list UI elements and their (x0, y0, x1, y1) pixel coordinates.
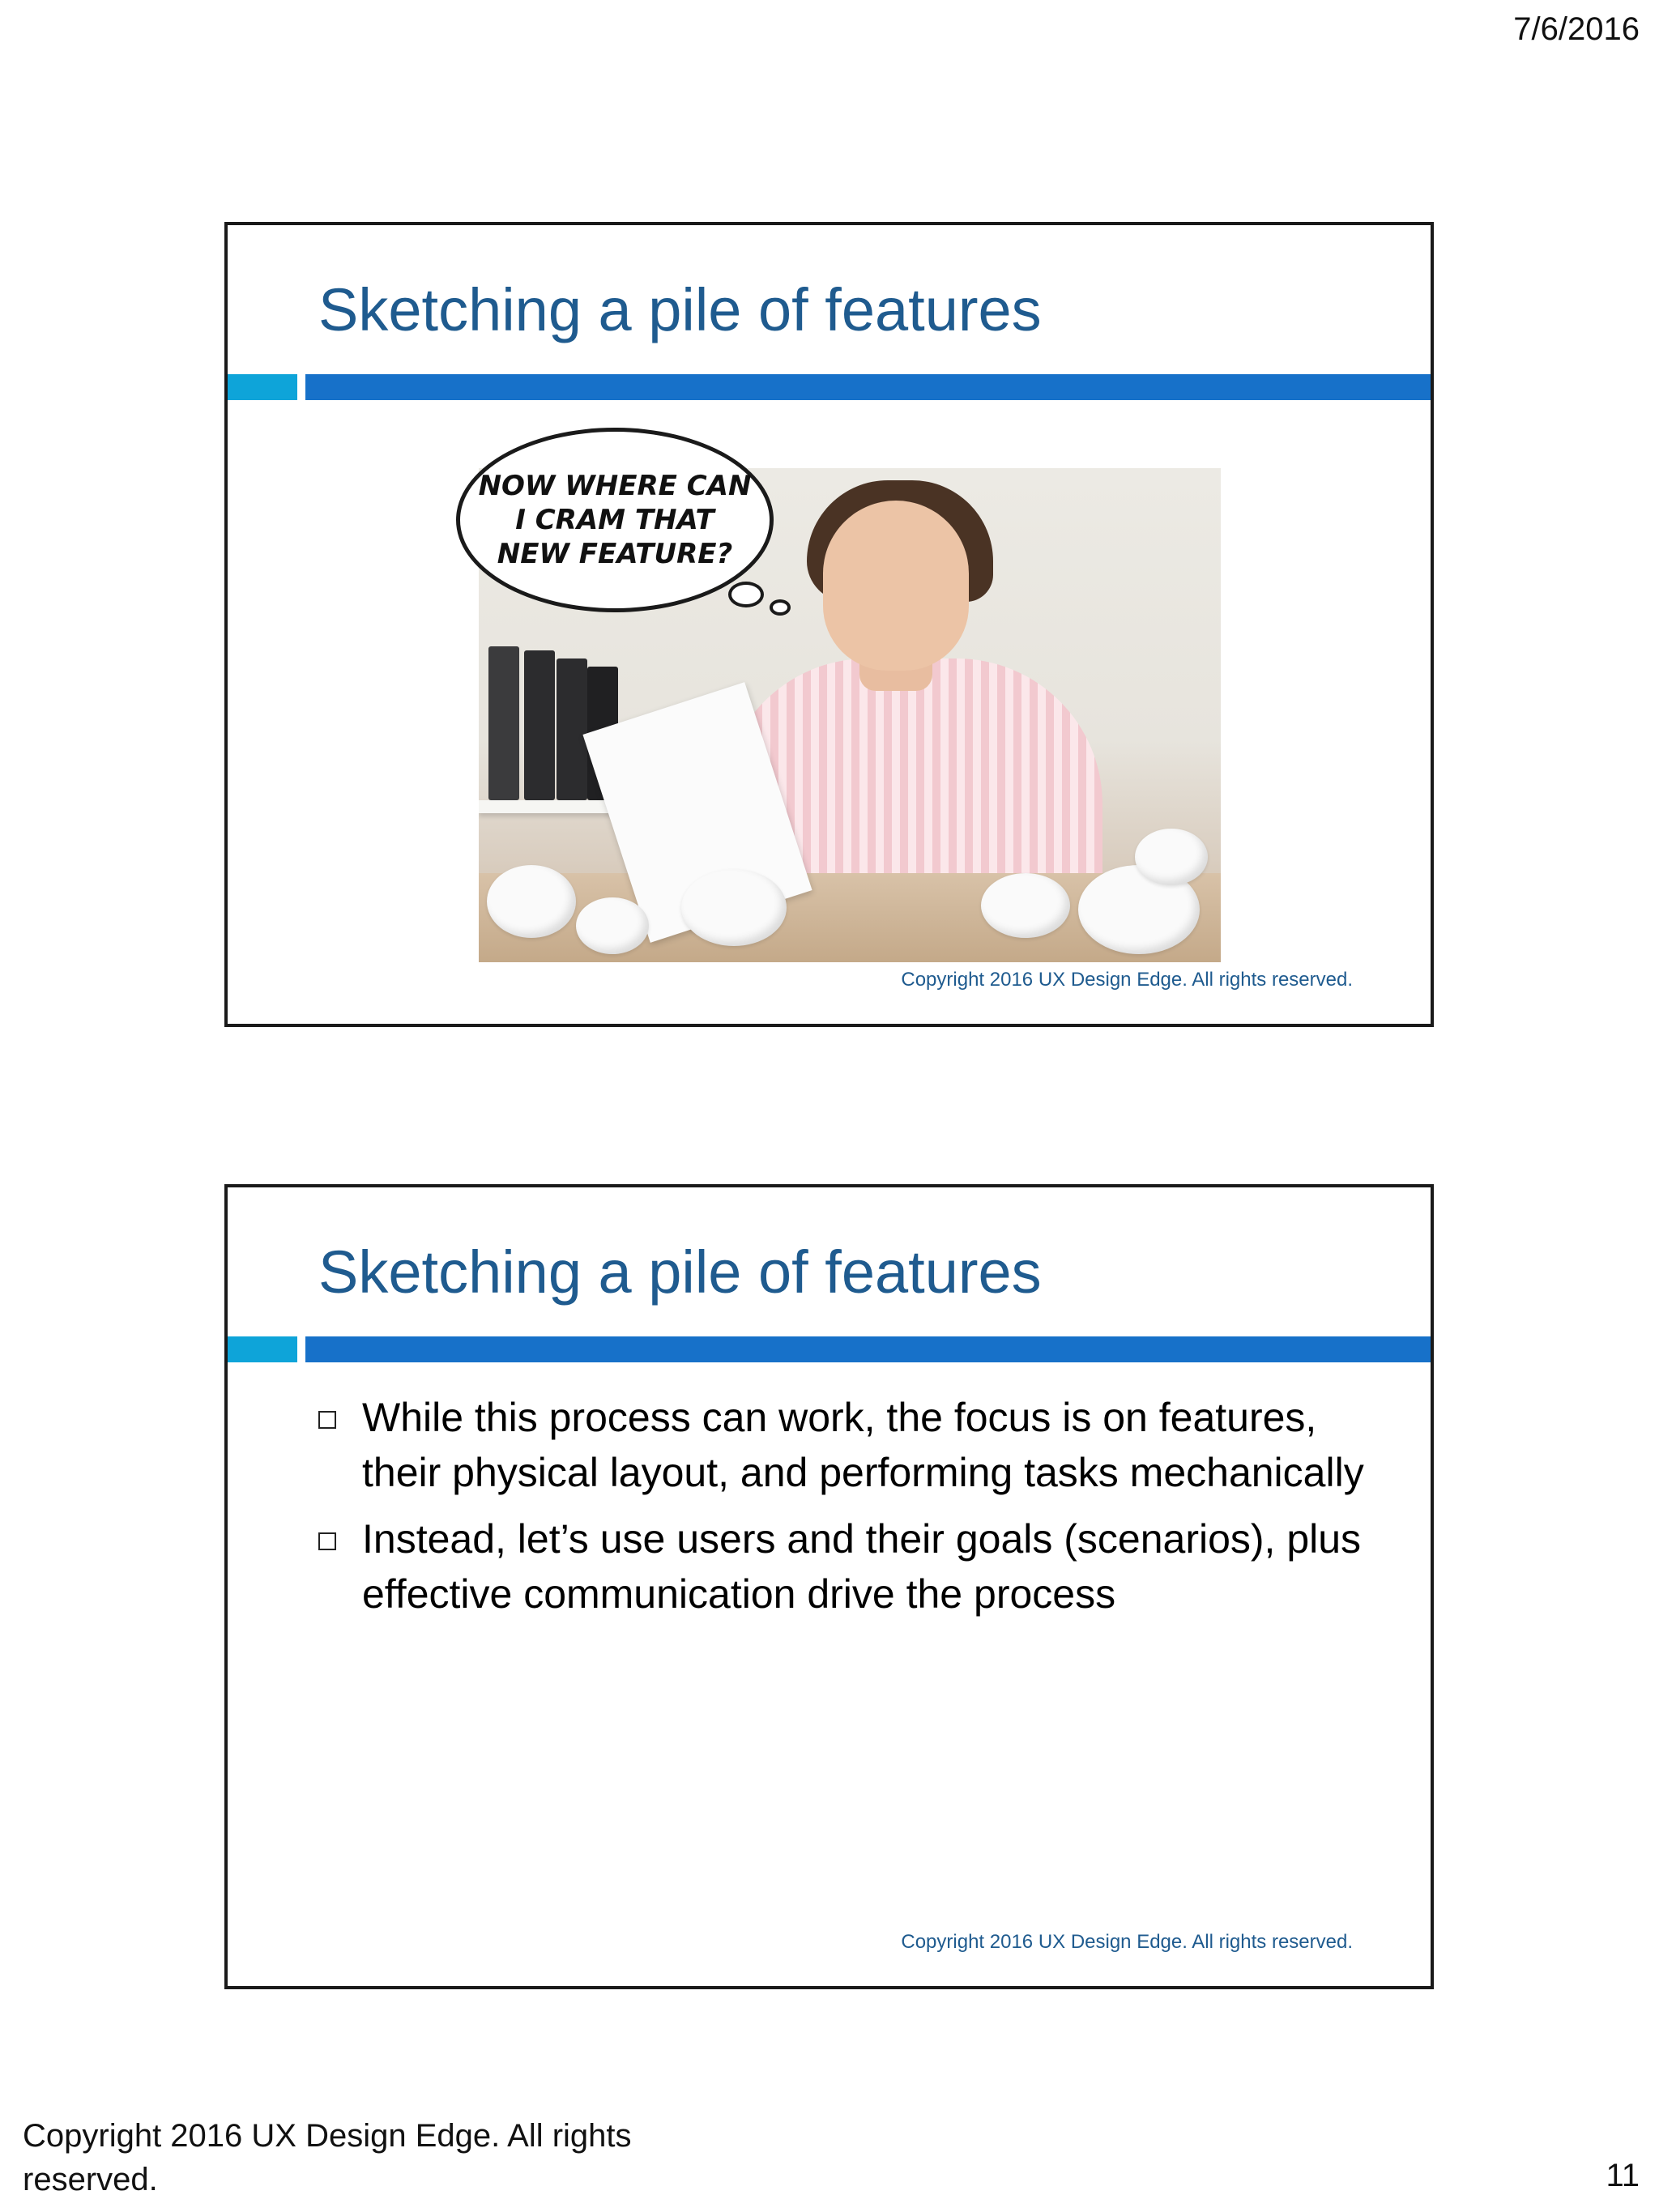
bullet-list (318, 1390, 1388, 1633)
accent-block (228, 374, 297, 400)
crumpled-paper (487, 865, 576, 938)
accent-bar (305, 374, 1431, 400)
thought-bubble-line: I CRAM THAT (515, 504, 714, 536)
thought-bubble-line: NEW FEATURE? (497, 538, 733, 570)
person-head (823, 501, 969, 671)
crumpled-paper (981, 873, 1070, 938)
slide-title: Sketching a pile of features (318, 1238, 1042, 1306)
binder (524, 650, 555, 800)
binder (488, 646, 519, 800)
binder (557, 658, 587, 800)
bullet-item (318, 1390, 1388, 1500)
slide-1 (224, 222, 1434, 1027)
accent-bar (305, 1336, 1431, 1362)
thought-bubble (456, 428, 774, 612)
slide-copyright: Copyright 2016 UX Design Edge. All rights reserved. (901, 1931, 1353, 1953)
crumpled-paper (1135, 829, 1208, 885)
thought-bubble-line: NOW WHERE CAN (478, 470, 752, 502)
thought-bubble-dot (770, 599, 791, 616)
slide-title: Sketching a pile of features (318, 276, 1042, 343)
crumpled-paper (681, 869, 787, 946)
page-number: 11 (1606, 2158, 1640, 2193)
accent-block (228, 1336, 297, 1362)
slide-copyright: Copyright 2016 UX Design Edge. All rights reserved. (901, 969, 1353, 991)
square-bullet-icon (318, 1411, 336, 1429)
footer-copyright: Copyright 2016 UX Design Edge. All rights reserved. (23, 2118, 632, 2197)
bullet-text: While this process can work, the focus is on features, their physical layout, and performing tasks mechanically (362, 1395, 1364, 1495)
page-date: 7/6/2016 (1513, 11, 1640, 47)
slide-2 (224, 1184, 1434, 1989)
crumpled-paper (576, 897, 649, 954)
bullet-text: Instead, let’s use users and their goals (scenarios), plus effective communication drive the process (362, 1516, 1362, 1617)
thought-bubble-dot (728, 582, 764, 607)
square-bullet-icon (318, 1532, 336, 1550)
bullet-item (318, 1511, 1388, 1622)
